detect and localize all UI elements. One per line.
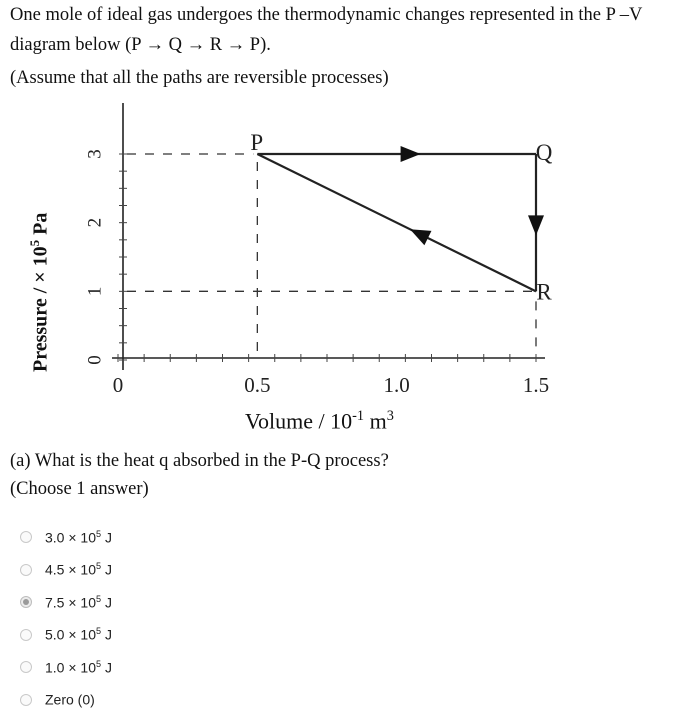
answer-option[interactable] [20,554,112,587]
answer-instruction: (Choose 1 answer) [10,477,149,501]
point-label-q: Q [536,140,553,165]
question-part-a: (a) What is the heat q absorbed in the P-Q process? [10,449,389,473]
chart-guides [127,154,536,354]
question-line-2: diagram below (P → Q → R → P). [10,33,271,57]
path-r-to-p [257,154,536,291]
arrow-p-to-q [401,146,421,162]
x-axis-label: Volume / $10^{-1}$ $m^3$ [245,408,394,434]
question-line-1: One mole of ideal gas undergoes the thermodynamic changes represented in the P –V [10,3,642,27]
option-label: $4.5 \times 10^5$ J [45,561,112,578]
chart-paths [257,146,544,291]
option-label: $1.0 \times 10^5$ J [45,659,112,676]
option-label: $7.5 \times 10^5$ J [45,594,112,611]
option-label: $3.0 \times 10^5$ J [45,529,112,546]
y-tick-label: 2 [84,218,105,228]
y-tick-label: 3 [84,149,105,159]
option-label: $5.0 \times 10^5$ J [45,626,112,643]
answer-option[interactable] [20,619,112,652]
x-tick-label: 0.5 [244,373,270,397]
pv-diagram [0,95,685,405]
y-axis-label: Pressure / × $10^5$ Pa [27,213,53,372]
question-assumption: (Assume that all the paths are reversible processes) [10,66,389,90]
point-label-p: P [250,130,263,155]
option-label: Zero (0) [45,691,95,708]
radio-button[interactable] [20,531,32,543]
answer-option[interactable] [20,651,112,684]
radio-button[interactable] [20,661,32,673]
x-tick-label: 1.0 [384,373,410,397]
radio-button[interactable] [20,629,32,641]
answer-option[interactable] [20,521,112,554]
y-tick-label: 0 [84,355,105,365]
x-tick-label: 0 [113,373,124,397]
answer-option[interactable] [20,586,112,619]
answer-options [20,521,112,716]
x-tick-label: 1.5 [523,373,549,397]
chart-axes [112,103,545,370]
arrow-q-to-r [528,215,544,235]
point-label-r: R [536,279,552,304]
radio-button-selected[interactable] [20,596,32,608]
arrow-r-to-p [410,229,431,245]
y-tick-label: 1 [84,287,105,297]
chart-labels [84,130,552,397]
radio-button[interactable] [20,564,32,576]
